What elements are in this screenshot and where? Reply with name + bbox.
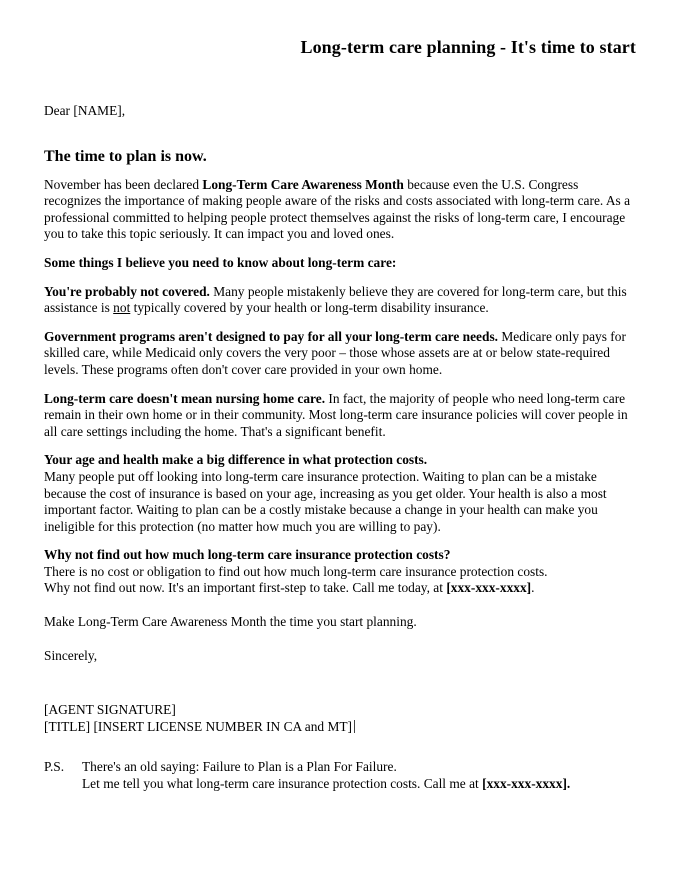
postscript bbox=[44, 759, 630, 792]
point3-heading: Long-term care doesn't mean nursing home care. bbox=[44, 390, 326, 406]
point5-line2-pre: Why not find out now. It's an important first-step to take. Call me today, at bbox=[44, 580, 447, 596]
point-government-programs bbox=[44, 329, 630, 379]
point2-heading: Government programs aren't designed to pay for all your long-term care needs. bbox=[44, 328, 498, 344]
salutation: Dear [NAME], bbox=[44, 103, 126, 118]
closing-line: Make Long-Term Care Awareness Month the time you start planning. bbox=[44, 614, 417, 630]
point-find-out-cost bbox=[44, 547, 630, 597]
point2-text: Medicare only pays for skilled care, while Medicaid only covers the very poor – those whose assets are at or below state-required levels. These programs often don't cover care provided in your own home. bbox=[44, 328, 626, 377]
point5-line1: There is no cost or obligation to find out how much long-term care insurance protection costs. bbox=[44, 563, 548, 579]
point3-text: In fact, the majority of people who need long-term care remain in their own home or in their community. Most long-term care insurance policies will cover people in all care settings including the home. That's a significant benefit. bbox=[44, 390, 628, 439]
point4-text: Many people put off looking into long-term care insurance protection. Waiting to plan can be a mistake because the cost of insurance is based on your age, increasing as you get older. Your health is also a most important factor. Waiting to plan can be a costly mistake because a change in your health can make you ineligible for this protection (no matter how much you are willing to pay). bbox=[44, 468, 607, 534]
letter-body bbox=[44, 103, 630, 793]
point-not-covered bbox=[44, 284, 630, 317]
text-cursor bbox=[354, 720, 355, 733]
point1-heading: You're probably not covered. bbox=[44, 283, 210, 299]
intro-paragraph bbox=[44, 177, 630, 243]
signature: [AGENT SIGNATURE] bbox=[44, 702, 176, 718]
point5-line2-post: . bbox=[531, 580, 535, 596]
point5-phone: [xxx-xxx-xxxx] bbox=[446, 580, 532, 596]
point-nursing-home bbox=[44, 391, 630, 441]
subhead bbox=[44, 255, 630, 272]
ps-line1: There's an old saying: Failure to Plan is a Plan For Failure. bbox=[82, 759, 397, 775]
ps-label: P.S. bbox=[44, 759, 65, 775]
ps-line1-row bbox=[44, 759, 630, 776]
intro-pre: November has been declared bbox=[44, 176, 203, 192]
signature-title: [TITLE] [INSERT LICENSE NUMBER IN CA and MT] bbox=[44, 718, 353, 734]
ps-line2-row bbox=[44, 776, 630, 793]
point4-heading: Your age and health make a big difference in what protection costs. bbox=[44, 452, 428, 468]
signature-title-line bbox=[44, 719, 630, 736]
letter-title: Long-term care planning - It's time to start bbox=[300, 37, 636, 57]
point1-underlined: not bbox=[113, 300, 131, 316]
ps-phone: [xxx-xxx-xxxx]. bbox=[482, 776, 571, 792]
point1-text-pre: Many people mistakenly believe they are covered for long-term care, but this assistance is bbox=[44, 283, 627, 316]
intro-bold: Long-Term Care Awareness Month bbox=[202, 176, 404, 192]
point1-text-post: typically covered by your health or long-term disability insurance. bbox=[130, 300, 489, 316]
subhead-text: Some things I believe you need to know about long-term care: bbox=[44, 254, 397, 270]
point-age-health bbox=[44, 452, 630, 535]
heading: The time to plan is now. bbox=[44, 147, 207, 165]
ps-line2-pre: Let me tell you what long-term care insurance protection costs. Call me at bbox=[82, 776, 483, 792]
sign-off: Sincerely, bbox=[44, 647, 98, 663]
intro-post: because even the U.S. Congress recognizes the importance of making people aware of the risks and costs associated with long-term care. As a professional committed to helping people protect themselves against the risks of long-term care, I encourage you to take this topic seriously. It can impact you and loved ones. bbox=[44, 176, 631, 242]
point5-heading: Why not find out how much long-term care insurance protection costs? bbox=[44, 547, 451, 563]
